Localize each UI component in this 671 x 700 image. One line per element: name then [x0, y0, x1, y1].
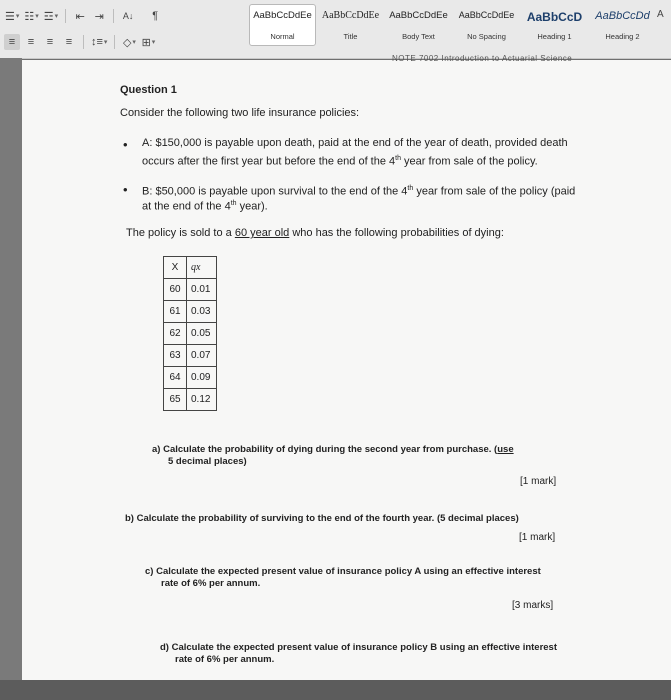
- table-row: [164, 301, 217, 323]
- justify-icon[interactable]: ≡: [65, 36, 73, 48]
- style-label: Heading 2: [605, 32, 640, 41]
- intro-text: Consider the following two life insurance policies:: [120, 107, 360, 119]
- table-cell-age: 61: [164, 301, 187, 323]
- running-header: NOTE 7002 Introduction to Actuarial Science: [392, 54, 573, 63]
- toolbar-divider: [114, 35, 115, 49]
- styles-gallery: [249, 4, 671, 48]
- bottom-bar: [0, 680, 671, 700]
- table-row: [164, 345, 217, 367]
- toolbar-divider: [113, 9, 114, 23]
- question-b: b) Calculate the probability of surviving to the end of the fourth year. (5 decimal places): [125, 513, 519, 524]
- increase-indent-icon[interactable]: ⇥: [94, 10, 104, 23]
- show-formatting-icon[interactable]: ¶: [152, 10, 159, 22]
- align-center-icon[interactable]: ≡: [27, 36, 35, 48]
- paragraph-row-1: [4, 8, 163, 24]
- line-spacing-icon[interactable]: ↕≡ ▾: [91, 36, 108, 48]
- table-row: [164, 367, 217, 389]
- style-preview: AaBbCcDdEe: [321, 10, 380, 21]
- style-label: No Spacing: [467, 32, 506, 41]
- styles-more-preview[interactable]: A: [657, 9, 664, 20]
- table-cell-prob: 0.03: [187, 301, 217, 323]
- shading-icon[interactable]: ◇ ▾: [122, 36, 136, 49]
- table-cell-prob: 0.07: [187, 345, 217, 367]
- table-cell-prob: 0.05: [187, 323, 217, 345]
- style-preview: AaBbCcDdEe: [253, 10, 312, 21]
- question-c-line-1: c) Calculate the expected present value of insurance policy A using an effective interest: [145, 566, 541, 577]
- table-header-x: X: [164, 257, 187, 279]
- style-no-spacing[interactable]: [453, 4, 520, 46]
- question-a-mark: [1 mark]: [520, 476, 557, 487]
- borders-icon[interactable]: ⊞ ▾: [141, 36, 156, 49]
- document-page[interactable]: [22, 54, 671, 680]
- style-heading-2[interactable]: [589, 4, 656, 46]
- style-body-text[interactable]: [385, 4, 452, 46]
- style-preview: AaBbCcD: [526, 10, 583, 24]
- policy-sold-text: The policy is sold to a 60 year old who has the following probabilities of dying:: [126, 227, 504, 239]
- table-cell-age: 62: [164, 323, 187, 345]
- bullet-icon: •: [123, 137, 128, 152]
- sort-icon[interactable]: A↓: [122, 11, 134, 21]
- table-row: [164, 389, 217, 411]
- style-label: Heading 1: [537, 32, 572, 41]
- policy-b-line-2: at the end of the 4th year).: [142, 200, 268, 213]
- style-label: Normal: [270, 32, 295, 41]
- question-title: Question 1: [120, 84, 177, 96]
- policy-b-line-1: B: $50,000 is payable upon survival to the end of the 4th year from sale of the policy (paid: [142, 185, 576, 198]
- mortality-table: [163, 256, 217, 411]
- style-heading-1[interactable]: [521, 4, 588, 46]
- align-right-icon[interactable]: ≡: [46, 36, 54, 48]
- bullet-list-icon[interactable]: ☰ ▾: [5, 10, 20, 23]
- left-gutter: [0, 58, 22, 680]
- numbered-list-icon[interactable]: ☷ ▾: [24, 10, 39, 23]
- question-a-line-1: a) Calculate the probability of dying during the second year from purchase. (use: [152, 444, 514, 455]
- style-preview: AaBbCcDd: [595, 10, 650, 22]
- toolbar-divider: [65, 9, 66, 23]
- decrease-indent-icon[interactable]: ⇤: [75, 10, 85, 23]
- table-cell-age: 65: [164, 389, 187, 411]
- question-b-mark: [1 mark]: [519, 532, 556, 543]
- multilevel-list-icon[interactable]: ☲ ▾: [43, 10, 59, 23]
- table-header-row: [164, 257, 217, 279]
- question-d-line-2: rate of 6% per annum.: [175, 654, 275, 665]
- age-text: 60 year old: [234, 227, 290, 239]
- table-row: [164, 323, 217, 345]
- style-normal[interactable]: [249, 4, 316, 46]
- bullet-icon: •: [123, 182, 128, 197]
- table-row: [164, 279, 217, 301]
- table-cell-prob: 0.01: [187, 279, 217, 301]
- ribbon: [0, 0, 671, 59]
- style-preview: AaBbCcDdEe: [389, 10, 448, 21]
- align-left-icon[interactable]: ≡: [4, 34, 20, 50]
- toolbar-divider: [83, 35, 84, 49]
- policy-a-line-2: occurs after the first year but before the end of the 4th year from sale of the policy.: [142, 155, 538, 168]
- table-cell-prob: 0.09: [187, 367, 217, 389]
- table-cell-age: 63: [164, 345, 187, 367]
- style-label: Body Text: [402, 32, 435, 41]
- paragraph-row-2: [4, 34, 156, 50]
- table-cell-age: 64: [164, 367, 187, 389]
- style-title[interactable]: [317, 4, 384, 46]
- style-preview: AaBbCcDdEe: [458, 10, 515, 20]
- question-c-line-2: rate of 6% per annum.: [161, 578, 261, 589]
- style-label: Title: [343, 32, 358, 41]
- question-a-line-2: 5 decimal places): [168, 456, 247, 467]
- table-cell-prob: 0.12: [187, 389, 217, 411]
- table-header-q: qx: [187, 257, 217, 279]
- question-d-line-1: d) Calculate the expected present value of insurance policy B using an effective interest: [160, 642, 558, 653]
- policy-a-line-1: A: $150,000 is payable upon death, paid at the end of the year of death, provided death: [142, 137, 568, 149]
- question-c-mark: [3 marks]: [512, 600, 554, 611]
- table-cell-age: 60: [164, 279, 187, 301]
